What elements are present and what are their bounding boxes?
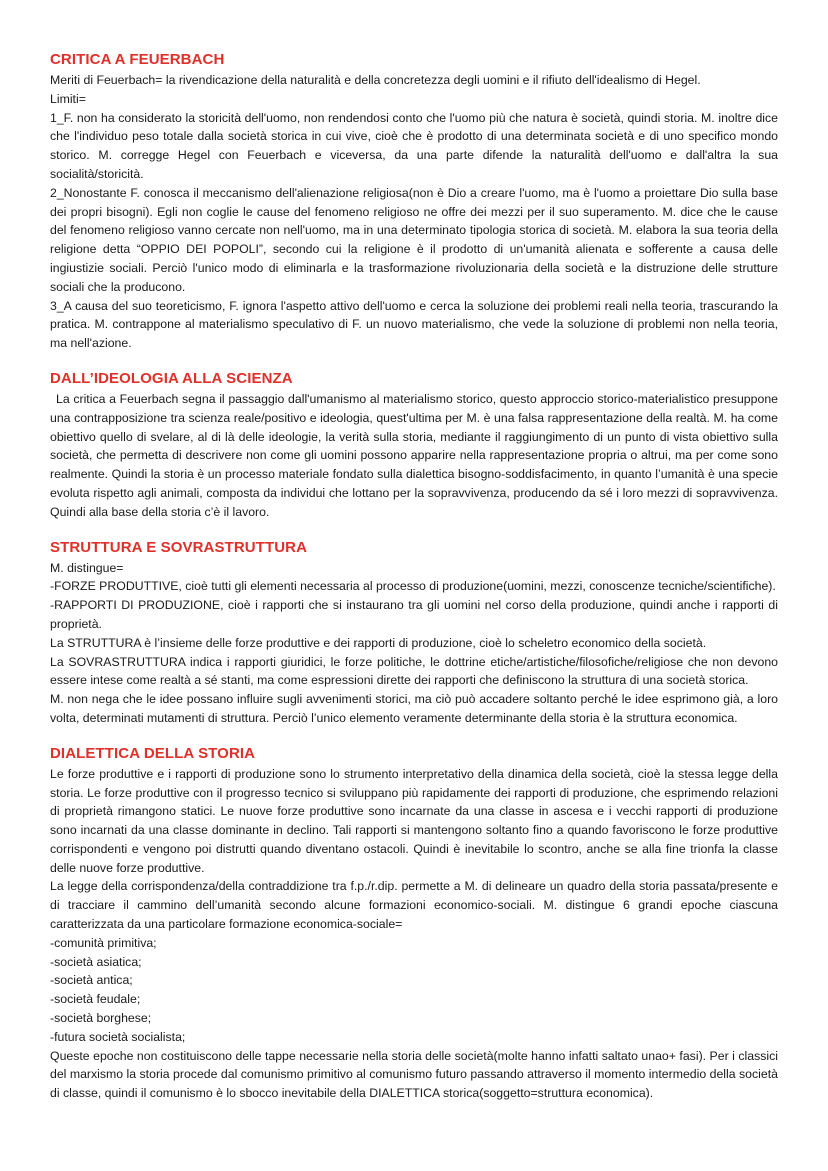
paragraph: 3_A causa del suo teoreticismo, F. ignora l'aspetto attivo dell'uomo e cerca la soluzione dei problemi reali nella teoria, trascurando la pratica. M. contrappone al materialismo speculativo di F. un nuovo materialismo, che vede la soluzione di problemi non nella teoria, ma nell'azione. [50, 298, 778, 351]
paragraph: La legge della corrispondenza/della contraddizione tra f.p./r.dip. permette a M. di delineare un quadro della storia passata/presente e di tracciare il cammino dell’umanità secondo alcune formazioni economico-sociali. M. distingue 6 grandi epoche ciascuna caratterizzata da una particolare formazione economica-sociale= [50, 879, 778, 932]
paragraph: La SOVRASTRUTTURA indica i rapporti giuridici, le forze politiche, le dottrine etiche/artistiche/filosofiche/religiose che non devono essere intese come realtà a sé stanti, ma come espressioni dirette dei rapporti che definiscono la struttura di una società storica. [50, 654, 778, 688]
paragraph: -FORZE PRODUTTIVE, cioè tutti gli elementi necessaria al processo di produzione(uomini, mezzi, conoscenze tecniche/scientifiche). [50, 579, 776, 594]
section-title: DALL’IDEOLOGIA ALLA SCIENZA [50, 369, 293, 387]
paragraph: M. non nega che le idee possano influire sugli avvenimenti storici, ma ciò può accadere soltanto perché le idee esprimono già, a loro volta, determinati mutamenti di struttura. Perciò l’unico elemento veramente determinante della storia è la struttura economica. [50, 692, 778, 725]
section-title: STRUTTURA E SOVRASTRUTTURA [50, 538, 308, 556]
section-struttura-sovrastruttura [50, 538, 778, 728]
paragraph: 2_Nonostante F. conosca il meccanismo dell'alienazione religiosa(non è Dio a creare l'uomo, ma è l'uomo a proiettare Dio sulla base dei propri bisogni). Egli non coglie le cause del fenomeno religioso ne offre dei mezzi per il suo superamento. M. dice che le cause del fenomeno religioso vanno cercate non nell'uomo, ma in una determinato tipologia storica di società. M. elabora la sua teoria della religione detta “OPPIO DEI POPOLI”, secondo cui la religione è il prodotto di un'umanità alienata e sofferente a causa delle ingiustizie sociali. Perciò l'unico modo di eliminarla e la trasformazione rivoluzionaria della società e la distruzione delle strutture sociali che la producono. [50, 185, 778, 294]
list-item: -società antica; [50, 973, 133, 988]
paragraph: Limiti= [50, 91, 86, 106]
paragraph: M. distingue= [50, 560, 124, 575]
paragraph: Queste epoche non costituiscono delle tappe necessarie nella storia delle società(molte hanno infatti saltato unao+ fasi). Per i classici del marxismo la storia procede dal comunismo primitivo al comunismo futuro passando attraverso il momento intermedio della società di classe, quindi il comunismo è lo sbocco inevitabile della DIALETTICA storica(soggetto=struttura economica). [50, 1048, 778, 1101]
paragraph: La STRUTTURA è l’insieme delle forze produttive e dei rapporti di produzione, cioè lo scheletro economico della società. [50, 635, 707, 650]
section-title: DIALETTICA DELLA STORIA [50, 744, 256, 762]
section-dialettica-storia [50, 744, 778, 1103]
paragraph: -RAPPORTI DI PRODUZIONE, cioè i rapporti che si instaurano tra gli uomini nel corso della produzione, quindi anche i rapporti di proprietà. [50, 598, 778, 631]
paragraph: Le forze produttive e i rapporti di produzione sono lo strumento interpretativo della dinamica della società, cioè la stessa legge della storia. Le forze produttive con il progresso tecnico si sviluppano più rapidamente dei rapporti di produzione, che esprimendo relazioni di proprietà rimangono statici. Le nuove forze produttive sono incarnate da una classe in ascesa e i vecchi rapporti di produzione sono incarnati da una classe dominante in declino. Tali rapporti si mantengono soltanto fino a quando favoriscono le forze produttive corrispondenti e vengono poi distrutti quando diventano ostacoli. Quindi è inevitabile lo scontro, anche se alla fine trionfa la classe delle nuove forze produttive. [50, 766, 778, 875]
list-item: -futura società socialista; [50, 1029, 186, 1044]
section-ideologia-scienza [50, 369, 778, 522]
section-critica-feuerbach [50, 50, 778, 353]
list-item: -comunità primitiva; [50, 935, 157, 950]
list-item: -società feudale; [50, 992, 141, 1007]
paragraph: Meriti di Feuerbach= la rivendicazione della naturalità e della concretezza degli uomini e il rifiuto dell'idealismo di Hegel. [50, 73, 701, 87]
list-item: -società borghese; [50, 1011, 152, 1026]
paragraph: 1_F. non ha considerato la storicità dell'uomo, non rendendosi conto che l'uomo più che natura è società, quindi storia. M. inoltre dice che l'individuo peso totale dalla società storica in cui vive, cioè che è prodotto di una determinata società e di uno specifico mondo storico. M. corregge Hegel con Feuerbach e viceversa, da una parte difende la naturalità dell'uomo e dall'altra la sua socialità/storicità. [50, 110, 778, 181]
list-item: -società asiatica; [50, 954, 142, 969]
paragraph: La critica a Feuerbach segna il passaggio dall'umanismo al materialismo storico, questo approccio storico-materialistico presuppone una contrapposizione tra scienza reale/positivo e ideologia, quest'ultima per M. è una falsa rappresentazione della realtà. M. ha come obiettivo quello di svelare, al di là delle ideologie, la verità sulla storia, mediante il raggiungimento di un punto di vista obiettivo sulla società, che permetta di descrivere non come gli uomini possono apparire nella rappresentazione propria o altrui, ma per come sono realmente. Quindi la storia è un processo materiale fondato sulla dialettica bisogno-soddisfacimento, in quanto l’umanità è una specie evoluta rispetto agli animali, composta da individui che lottano per la sopravvivenza, producendo da sé i loro mezzi di sopravvivenza. Quindi alla base della storia c’è il lavoro. [50, 391, 778, 519]
section-title: CRITICA A FEUERBACH [50, 51, 225, 68]
